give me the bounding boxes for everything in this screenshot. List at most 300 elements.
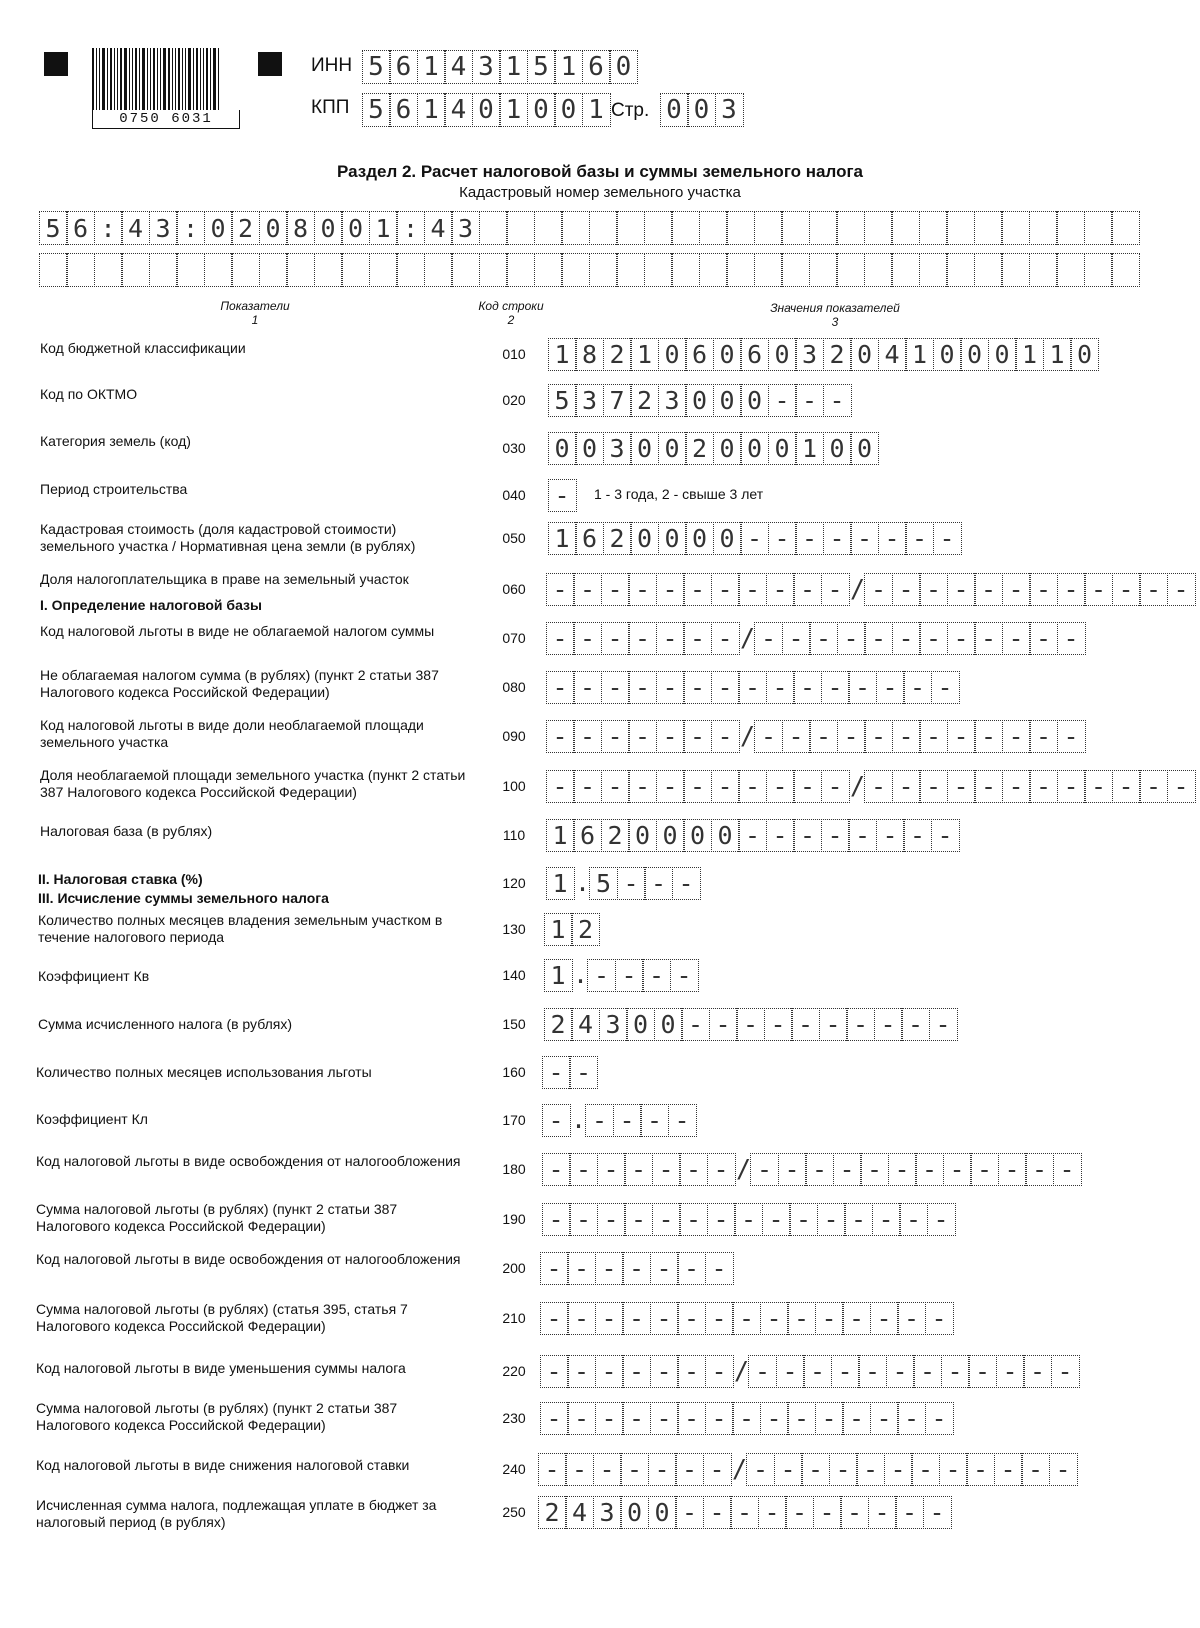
digit-cell: - [642,959,671,992]
digit-cell [424,253,453,287]
digit-cell: - [597,1153,626,1186]
digit-cell: 0 [575,432,604,465]
cadastral-number-field[interactable] [40,211,1140,245]
digit-cell: - [703,1453,732,1486]
digit-cell: 0 [740,432,769,465]
row-value-field-230[interactable] [541,1402,954,1435]
digit-cell: 0 [204,211,233,245]
digit-cell: - [548,479,577,512]
cell-separator: / [731,1454,748,1483]
digit-cell: - [601,770,630,803]
cell-separator: / [849,574,866,603]
page-number-field[interactable] [661,93,744,127]
digit-cell: - [974,770,1003,803]
digit-cell: - [705,1252,734,1285]
digit-cell: - [567,1402,596,1435]
digit-cell: : [94,211,123,245]
row-code-060: 060 [502,581,526,597]
heading-tax-base: I. Определение налоговой базы [40,597,262,613]
digit-cell: - [766,819,795,852]
row-value-field-010[interactable] [549,338,1099,371]
digit-cell [1001,211,1030,245]
row-label-230: Сумма налоговой льготы (в рублях) (пункт 2 статьи 387 Налогового кодекса Российской Федерации) [36,1400,398,1433]
row-code-180: 180 [502,1161,526,1177]
digit-cell: - [1002,573,1031,606]
digit-cell: 1 [499,93,528,127]
digit-cell [864,253,893,287]
digit-cell [534,211,563,245]
row-value-field-250[interactable] [539,1496,952,1529]
digit-cell [369,253,398,287]
digit-cell: - [595,1252,624,1285]
row-value-field-030[interactable] [549,432,879,465]
digit-cell: - [856,1453,885,1486]
digit-cell: - [675,1453,704,1486]
digit-cell: 5 [527,50,556,84]
digit-cell [644,253,673,287]
digit-cell: - [542,1203,571,1236]
digit-cell: - [897,1302,926,1335]
digit-cell: - [1167,770,1196,803]
row-value-field-040[interactable] [549,479,577,512]
digit-cell: - [793,770,822,803]
row-code-030: 030 [502,440,526,456]
digit-cell: - [905,522,934,555]
row-value-field-200[interactable] [541,1252,734,1285]
inn-field[interactable] [363,50,638,84]
digit-cell: - [681,1008,710,1041]
digit-cell: - [1002,770,1031,803]
digit-cell: - [683,671,712,704]
digit-cell: - [821,819,850,852]
row-value-field-020[interactable] [549,384,852,417]
digit-cell: 0 [472,93,501,127]
digit-cell: - [819,1008,848,1041]
corner-marker-right [258,52,282,76]
column-header-indicators: Показатели 1 [220,299,290,327]
row-value-field-150[interactable] [545,1008,958,1041]
digit-cell: - [705,1402,734,1435]
digit-cell: 6 [685,338,714,371]
digit-cell: : [176,211,205,245]
row-value-field-100[interactable] [547,770,1196,803]
digit-cell: - [974,573,1003,606]
digit-cell [39,253,68,287]
digit-cell [479,253,508,287]
digit-cell: - [947,622,976,655]
digit-cell: 2 [603,522,632,555]
row-value-field-110[interactable] [547,819,960,852]
digit-cell: - [656,770,685,803]
digit-cell: 5 [362,50,391,84]
barcode [92,48,238,128]
digit-cell: - [837,622,866,655]
digit-cell: - [801,1453,830,1486]
digit-cell: - [573,720,602,753]
digit-cell [1111,253,1140,287]
digit-cell: 0 [685,384,714,417]
digit-cell: 0 [685,522,714,555]
row-value-field-060[interactable] [547,573,1196,606]
digit-cell: - [711,622,740,655]
digit-cell: - [809,720,838,753]
row-code-050: 050 [502,530,526,546]
digit-cell: 0 [850,338,879,371]
digit-cell: 4 [565,1496,594,1529]
row-code-130: 130 [502,921,526,937]
digit-cell: - [648,1453,677,1486]
digit-cell: - [787,1302,816,1335]
digit-cell: - [897,1402,926,1435]
digit-cell: - [601,622,630,655]
digit-cell [341,253,370,287]
digit-cell: - [587,959,616,992]
digit-cell: - [644,867,673,900]
digit-cell: - [947,770,976,803]
row-value-field-080[interactable] [547,671,960,704]
digit-cell: - [620,1453,649,1486]
digit-cell: - [850,522,879,555]
digit-cell: 0 [687,93,716,127]
row-value-field-180[interactable] [543,1153,1082,1186]
digit-cell [314,253,343,287]
cell-separator: / [733,1356,750,1385]
digit-cell: 8 [286,211,315,245]
digit-cell: - [758,1496,787,1529]
row-code-120: 120 [502,875,526,891]
row-value-field-170[interactable] [543,1104,697,1137]
digit-cell: - [567,1252,596,1285]
digit-cell [1084,211,1113,245]
digit-cell: 1 [905,338,934,371]
digit-cell: - [1029,770,1058,803]
digit-cell [479,211,508,245]
row-value-field-120[interactable] [547,867,701,900]
digit-cell: - [615,959,644,992]
digit-cell: 4 [571,1008,600,1041]
digit-cell: 4 [424,211,453,245]
digit-cell: - [864,622,893,655]
digit-cell: 1 [499,50,528,84]
digit-cell: - [711,770,740,803]
digit-cell: - [683,720,712,753]
row-value-field-240[interactable] [539,1453,1078,1486]
digit-cell: - [1029,573,1058,606]
row-code-250: 250 [502,1504,526,1520]
row-value-field-190[interactable] [543,1203,956,1236]
digit-cell: - [793,819,822,852]
digit-cell: - [732,1302,761,1335]
digit-cell [259,253,288,287]
digit-cell: 6 [66,211,95,245]
row-value-field-210[interactable] [541,1302,954,1335]
digit-cell: 2 [538,1496,567,1529]
barcode-number: 0750 6031 [92,110,240,129]
digit-cell: 0 [658,338,687,371]
digit-cell: - [782,622,811,655]
digit-cell [94,253,123,287]
digit-cell [946,211,975,245]
kpp-field[interactable] [363,93,611,127]
digit-cell: - [569,1203,598,1236]
digit-cell: 0 [628,819,657,852]
digit-cell: - [831,1355,860,1388]
digit-cell: - [974,720,1003,753]
heading-tax-calculation: III. Исчисление суммы земельного налога [38,890,329,906]
digit-cell [506,253,535,287]
digit-cell: - [750,1153,779,1186]
heading-tax-rate: II. Налоговая ставка (%) [38,871,203,887]
row-label-240: Код налоговой льготы в виде снижения налоговой ставки [36,1457,410,1473]
row-code-010: 010 [502,346,526,362]
digit-cell: - [899,1203,928,1236]
row-code-160: 160 [502,1064,526,1080]
digit-cell: 1 [417,50,446,84]
digit-cell: - [711,720,740,753]
digit-cell: - [640,1104,669,1137]
cell-separator: / [735,1154,752,1183]
digit-cell: - [848,671,877,704]
cell-separator: / [849,771,866,800]
digit-cell: - [622,1302,651,1335]
digit-cell: - [919,770,948,803]
digit-cell: - [892,573,921,606]
digit-cell [286,253,315,287]
digit-cell [781,253,810,287]
row-label-070: Код налоговой льготы в виде не облагаемой налогом суммы [40,623,435,639]
digit-cell: - [943,1153,972,1186]
cadastral-number-field-continuation[interactable] [40,253,1140,287]
digit-cell: - [540,1402,569,1435]
digit-cell: - [895,1496,924,1529]
digit-cell: - [911,1453,940,1486]
row-value-field-070[interactable] [547,622,1086,655]
digit-cell: - [650,1302,679,1335]
digit-cell [754,253,783,287]
row-value-field-140[interactable] [545,959,699,992]
digit-cell: 3 [149,211,178,245]
digit-cell: 0 [648,1496,677,1529]
digit-cell: 0 [713,432,742,465]
digit-cell: 1 [554,50,583,84]
digit-cell: - [876,671,905,704]
digit-cell: - [595,1355,624,1388]
digit-cell: - [707,1153,736,1186]
digit-cell: - [573,770,602,803]
digit-cell: - [776,1355,805,1388]
row-label-130: Количество полных месяцев владения земельным участком в течение налогового периода [38,912,443,945]
digit-cell: 2 [601,819,630,852]
digit-cell: - [903,819,932,852]
digit-cell: 0 [654,1008,683,1041]
digit-cell: - [766,770,795,803]
digit-cell: 1 [548,522,577,555]
digit-cell: - [860,1153,889,1186]
digit-cell: - [793,671,822,704]
digit-cell: - [886,1355,915,1388]
digit-cell [919,211,948,245]
digit-cell: - [1051,1355,1080,1388]
digit-cell: - [595,1402,624,1435]
digit-cell: - [1084,770,1113,803]
digit-cell: - [585,1104,614,1137]
digit-cell: - [947,573,976,606]
digit-cell: 3 [451,211,480,245]
digit-cell: - [864,770,893,803]
digit-cell: - [974,622,1003,655]
digit-cell: - [817,1203,846,1236]
digit-cell: 0 [527,93,556,127]
row-code-140: 140 [502,967,526,983]
row-code-150: 150 [502,1016,526,1032]
digit-cell [396,253,425,287]
digit-cell [754,211,783,245]
digit-cell: - [624,1153,653,1186]
digit-cell: - [613,1104,642,1137]
digit-cell [864,211,893,245]
digit-cell: - [805,1153,834,1186]
digit-cell: 0 [713,522,742,555]
cell-separator: / [739,721,756,750]
digit-cell: - [628,720,657,753]
digit-cell: - [1025,1153,1054,1186]
digit-cell [836,253,865,287]
digit-cell: - [901,1008,930,1041]
digit-cell: - [679,1153,708,1186]
digit-cell: 2 [231,211,260,245]
digit-cell: - [730,1496,759,1529]
digit-cell: - [791,1008,820,1041]
digit-cell: - [829,1453,858,1486]
digit-cell: - [1057,770,1086,803]
digit-cell: - [711,671,740,704]
digit-cell: - [931,819,960,852]
digit-cell: 5 [362,93,391,127]
digit-cell: 2 [603,338,632,371]
digit-cell: - [711,573,740,606]
row-value-field-050[interactable] [549,522,962,555]
digit-cell: - [870,1402,899,1435]
row-value-field-130[interactable] [545,913,600,946]
digit-cell: - [617,867,646,900]
digit-cell: - [1112,573,1141,606]
digit-cell: - [628,622,657,655]
digit-cell: - [622,1355,651,1388]
digit-cell: - [1112,770,1141,803]
digit-cell: - [565,1453,594,1486]
digit-cell: 0 [1070,338,1099,371]
digit-cell: - [1002,622,1031,655]
digit-cell: 0 [259,211,288,245]
digit-cell: - [683,770,712,803]
digit-cell: - [821,770,850,803]
digit-cell: - [878,522,907,555]
digit-cell: 0 [933,338,962,371]
row-value-field-090[interactable] [547,720,1086,753]
digit-cell: 4 [444,50,473,84]
digit-cell: - [546,573,575,606]
digit-cell: 0 [660,93,689,127]
digit-cell: - [650,1402,679,1435]
digit-cell: - [573,622,602,655]
digit-cell: - [785,1496,814,1529]
digit-cell: - [925,1302,954,1335]
digit-cell: - [677,1252,706,1285]
digit-cell: - [782,720,811,753]
digit-cell: - [931,671,960,704]
digit-cell [1029,253,1058,287]
digit-cell: - [823,522,852,555]
row-value-field-220[interactable] [541,1355,1080,1388]
digit-cell: 0 [609,50,638,84]
digit-cell: 3 [603,432,632,465]
digit-cell: - [970,1153,999,1186]
digit-cell: - [754,622,783,655]
section-subtitle: Кадастровый номер земельного участка [459,184,741,201]
digit-cell: - [787,1402,816,1435]
row-label-110: Налоговая база (в рублях) [40,823,213,839]
digit-cell: - [888,1153,917,1186]
digit-cell: 3 [795,338,824,371]
digit-cell: 2 [630,384,659,417]
digit-cell: - [683,573,712,606]
row-code-190: 190 [502,1211,526,1227]
digit-cell: - [677,1355,706,1388]
digit-cell: - [766,671,795,704]
digit-cell: 0 [960,338,989,371]
digit-cell: - [656,573,685,606]
digit-cell: - [738,573,767,606]
digit-cell: 1 [369,211,398,245]
digit-cell: - [709,1008,738,1041]
row-value-field-160[interactable] [543,1056,598,1089]
digit-cell: - [1023,1355,1052,1388]
digit-cell: - [789,1203,818,1236]
digit-cell: - [622,1252,651,1285]
digit-cell [616,253,645,287]
digit-cell: - [546,720,575,753]
digit-cell: 6 [573,819,602,852]
digit-cell: 0 [768,432,797,465]
digit-cell: - [925,1402,954,1435]
digit-cell: - [734,1203,763,1236]
digit-cell: 4 [878,338,907,371]
digit-cell: - [868,1496,897,1529]
digit-cell: - [668,1104,697,1137]
digit-cell [671,211,700,245]
digit-cell: - [569,1056,598,1089]
digit-cell [919,253,948,287]
digit-cell: - [542,1056,571,1089]
digit-cell: 4 [444,93,473,127]
digit-cell: - [813,1496,842,1529]
digit-cell: 1 [417,93,446,127]
digit-cell: - [768,522,797,555]
digit-cell: 1 [546,819,575,852]
digit-cell: : [396,211,425,245]
digit-cell: - [675,1496,704,1529]
digit-cell: - [1049,1453,1078,1486]
digit-cell: 0 [713,384,742,417]
digit-cell: - [1029,622,1058,655]
row-code-070: 070 [502,630,526,646]
digit-cell [121,253,150,287]
digit-cell: 6 [389,93,418,127]
digit-cell: - [919,720,948,753]
digit-cell: - [913,1355,942,1388]
digit-cell: - [837,720,866,753]
digit-cell: 1 [582,93,611,127]
